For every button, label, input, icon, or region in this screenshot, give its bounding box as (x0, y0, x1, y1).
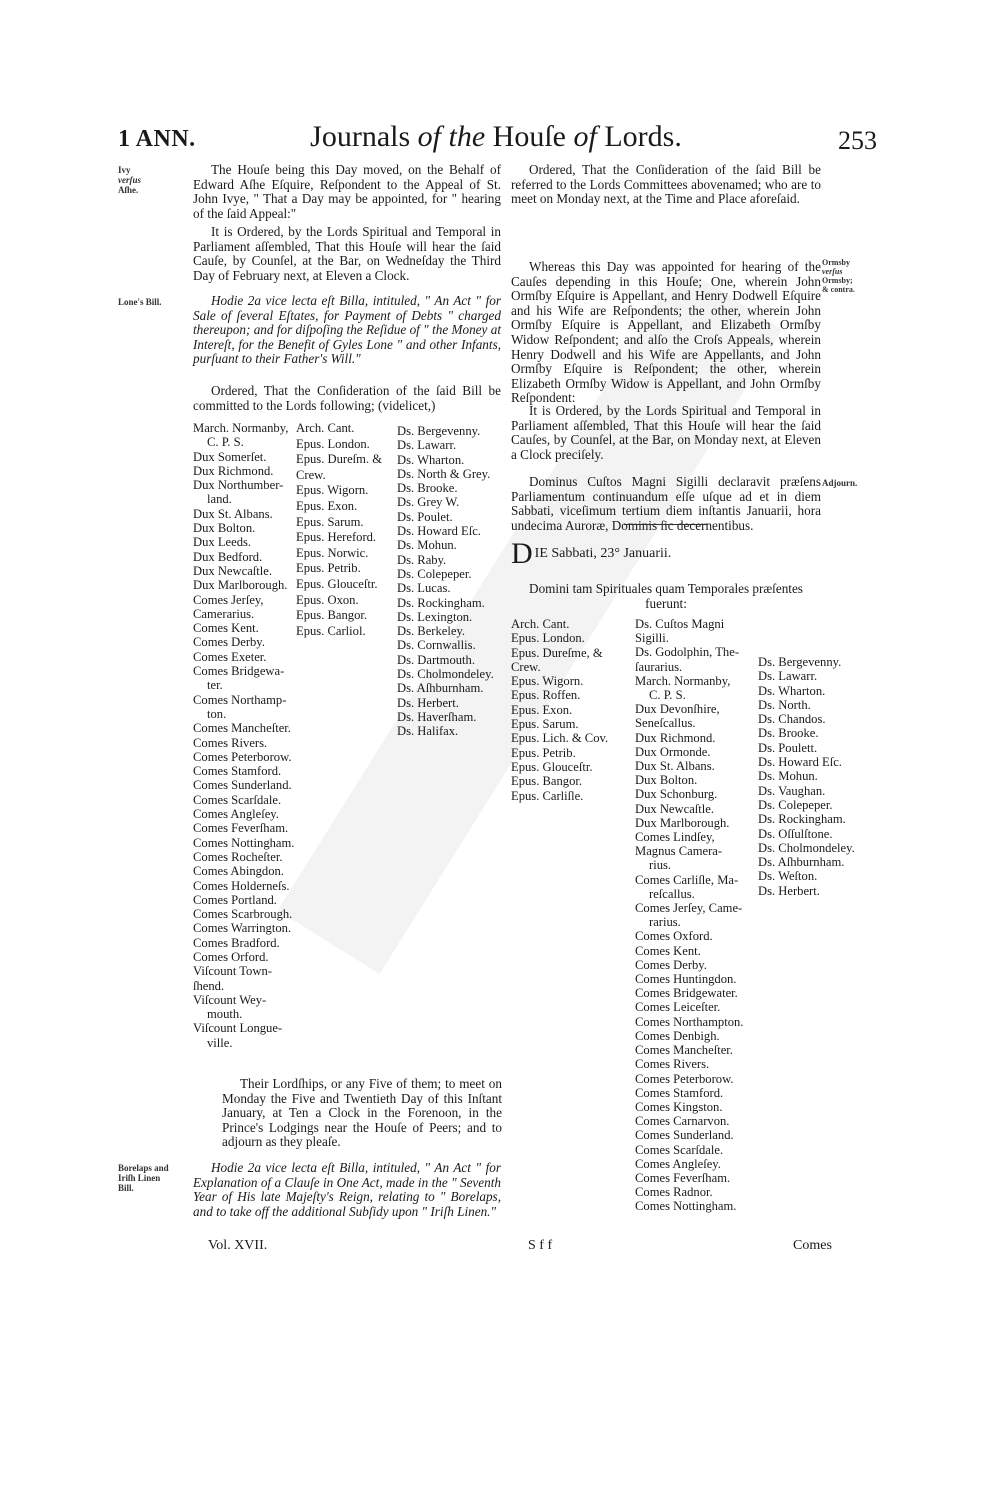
volume-label: Vol. XVII. (208, 1238, 268, 1253)
list-item: Epus. Glouceſtr. (511, 759, 593, 774)
list-item: reſcallus. (649, 886, 695, 901)
list-item: Ds. Raby. (397, 552, 447, 567)
list-item: Comes Warrington. (193, 921, 292, 936)
list-item: Dux Schonburg. (635, 787, 718, 802)
list-item: rius. (649, 858, 672, 873)
list-item: Comes Holderneſs. (193, 878, 290, 893)
committee-list-bishops (296, 421, 382, 639)
list-item: Epus. Sarum. (296, 514, 364, 529)
list-item: Epus. Bangor. (511, 774, 583, 789)
list-item: Ds. Mohun. (758, 769, 818, 784)
list-item: Comes Bridgewater. (635, 986, 738, 1001)
list-item: C. P. S. (649, 688, 686, 703)
list-item: Epus. Wigorn. (296, 483, 369, 498)
list-item: Ds. Cholmondeley. (758, 840, 855, 855)
list-item: Ds. Brooke. (758, 726, 819, 741)
regnal-year: 1 ANN. (118, 126, 196, 152)
list-item: Comes Bradford. (193, 935, 280, 950)
title-part: of the (417, 120, 486, 153)
margin-note-ormsby: Ormsby verſus Ormsby; & contra. (822, 258, 855, 294)
list-item: Comes Mancheſter. (193, 721, 291, 736)
list-item: Ds. Brooke. (397, 481, 458, 496)
list-item: Ds. Bergevenny. (758, 655, 842, 669)
list-item: Epus. Dureſme, & (511, 645, 603, 660)
committee-list-temporal (193, 421, 294, 1050)
list-item: Comes Exeter. (193, 649, 267, 664)
list-item: Comes Denbigh. (635, 1028, 720, 1043)
list-item: Ds. North. (758, 697, 811, 712)
list-item: Ds. Aſhburnham. (758, 855, 845, 870)
list-item: Epus. Hereford. (296, 530, 377, 545)
paragraph-lone-bill: Hodie 2a vice lecta eſt Billa, intituled, " An Act " for Sale of ſeveral Eſtates, for Payment of Debts " charged thereupon; and for diſpoſing the Reſidue of " the Money at Intereſt, for the Benefit of Gyles Lone " and other Infants, purſuant to their Father's Will." (193, 293, 501, 367)
paragraph-ormsby-causes: Whereas this Day was appointed for hearing of the Cauſes depending in this Houſe; One, wherein John Ormſby Eſquire is Appellant, and Henry Dodwell Eſquire and his Wife are Reſpondents; the other, wherein John Ormſby Eſquire is Appellant, and Elizabeth Ormſby Widow Reſpondent; and alſo the Croſs Appeals, wherein Henry Dodwell and his Wife are Appellants, and John Ormſby Eſquire is Reſpondent; the other, wherein Elizabeth Ormſby Widow is Appellant, and John Ormſby Reſpondent: (511, 259, 821, 406)
list-item: Comes Nottingham. (635, 1199, 737, 1214)
margin-note-ivy: Ivy verſus Aſhe. (118, 165, 141, 195)
list-item: Magnus Camera- (635, 844, 723, 859)
list-item: Comes Northamp- (193, 692, 287, 707)
list-item: Dux Ormonde. (635, 744, 711, 759)
list-item: Dux Newcaſtle. (193, 563, 273, 578)
list-item: Dux Bolton. (635, 773, 698, 788)
list-item: Comes Angleſey. (635, 1156, 721, 1171)
list-item: Comes Angleſey. (193, 807, 279, 822)
list-item: Ds. Lucas. (397, 581, 451, 596)
list-item: Ds. Godolphin, The- (635, 645, 740, 660)
title-part: Houſe (492, 120, 566, 153)
paragraph-referred: Ordered, That the Conſideration of the ſaid Bill be referred to the Lords Committees abovenamed; who are to meet on Monday next, at the Time and Place aforeſaid. (511, 162, 821, 207)
list-item: Comes Carliſle, Ma- (635, 872, 739, 887)
list-item: Ds. Chandos. (758, 712, 826, 727)
list-item: land. (207, 492, 232, 507)
list-item: ſaurarius. (635, 659, 683, 674)
list-item: Seneſcallus. (635, 716, 696, 731)
list-item: Comes Stamford. (635, 1085, 724, 1100)
list-item: Comes Derby. (635, 957, 707, 972)
list-item: Comes Feverſham. (635, 1170, 731, 1185)
list-item: Comes Rivers. (193, 735, 268, 750)
list-item: Comes Rivers. (635, 1057, 710, 1072)
list-item: Comes Northampton. (635, 1014, 744, 1029)
list-item: Ds. Poulett. (758, 740, 818, 755)
present-list-temporal (635, 617, 743, 1214)
list-item: Epus. Lich. & Cov. (511, 731, 609, 746)
list-item: Epus. Wigorn. (511, 674, 584, 689)
list-item: Ds. Aſhburnham. (397, 681, 484, 696)
list-item: Ds. Haverſham. (397, 709, 477, 724)
list-item: Dux Devonſhire, (635, 702, 720, 717)
list-item: Ds. Vaughan. (758, 783, 826, 798)
paragraph-ormsby-order: It is Ordered, by the Lords Spiritual and Temporal in Parliament aſſembled, That this Houſe will hear the ſaid Cauſes, by Counſel, at the Bar, on Monday next, at Eleven a Clock preciſely. (511, 403, 821, 462)
paragraph-ivy-motion: The Houſe being this Day moved, on the Behalf of Edward Aſhe Eſquire, Reſpondent to the Appeal of St. John Ivye, " That a Day may be appointed, for " hearing of the ſaid Appeal:" (193, 162, 501, 221)
list-item: Ds. Oſſulſtone. (758, 826, 833, 841)
list-item: Comes Nottingham. (193, 835, 295, 850)
list-item: Comes Kent. (635, 943, 701, 958)
list-item: Comes Peterborow. (635, 1071, 734, 1086)
list-item: Comes Leiceſter. (635, 1000, 721, 1015)
list-item: Dux St. Albans. (193, 506, 273, 521)
margin-note-lone: Lone's Bill. (118, 297, 162, 307)
list-item: Camerarius. (193, 606, 255, 621)
list-item: Dux Marlborough. (635, 815, 730, 830)
margin-note-borelaps: Borelaps and Iriſh Linen Bill. (118, 1163, 169, 1193)
list-item: Comes Stamford. (193, 764, 282, 779)
list-item: Ds. Cholmondeley. (397, 667, 494, 682)
margin-note-adjourn: Adjourn. (822, 478, 858, 488)
list-item: Epus. Exon. (511, 702, 573, 717)
list-item: Comes Scarſdale. (635, 1142, 724, 1157)
list-item: mouth. (207, 1007, 243, 1022)
list-item: Dux Marlborough. (193, 578, 288, 593)
list-item: Comes Sunderland. (635, 1128, 734, 1143)
paragraph-meeting: Their Lordſhips, or any Five of them; to meet on Monday the Five and Twentieth Day of this Inſtant January, at Ten a Clock in the Forenoon, in the Prince's Lodgings near the Houſe of Peers; and to adjourn as they pleaſe. (222, 1076, 502, 1150)
list-item: Ds. Colepeper. (397, 566, 472, 581)
list-item: Comes Rocheſter. (193, 849, 283, 864)
list-item: Comes Sunderland. (193, 778, 292, 793)
list-item: Dux Leeds. (193, 535, 252, 550)
list-item: Comes Kingston. (635, 1099, 723, 1114)
list-item: Comes Jerſey, Came- (635, 901, 743, 916)
list-item: Comes Bridgewa- (193, 664, 285, 679)
list-item: Ds. Bergevenny. (397, 424, 481, 438)
list-item: Comes Orford. (193, 949, 269, 964)
list-item: Comes Jerſey, (193, 592, 264, 607)
list-item: Comes Peterborow. (193, 749, 292, 764)
list-item: rarius. (649, 915, 681, 930)
list-item: Epus. Exon. (296, 498, 358, 513)
list-item: Ds. Lawarr. (758, 669, 818, 684)
list-item: Ds. Wharton. (758, 683, 826, 698)
present-list-bishops (511, 617, 608, 803)
list-item: Arch. Cant. (511, 617, 570, 631)
list-item: Ds. Colepeper. (758, 797, 833, 812)
list-item: Epus. Glouceſtr. (296, 576, 378, 591)
list-item: Dux Bedford. (193, 549, 263, 564)
catchword: Comes (793, 1238, 832, 1253)
list-item: Epus. Dureſm. & (296, 452, 383, 467)
list-item: Ds. Cornwallis. (397, 638, 476, 653)
list-item: Comes Carnarvon. (635, 1114, 730, 1129)
list-item: Arch. Cant. (296, 421, 355, 435)
section-divider (624, 524, 708, 525)
list-item: Ds. Herbert. (397, 695, 459, 710)
present-heading: Domini tam Spirituales quam Temporales præſentes fuerunt: (529, 581, 803, 611)
list-item: ſhend. (193, 978, 225, 993)
list-item: Ds. Weſton. (758, 869, 818, 884)
list-item: Comes Radnor. (635, 1185, 713, 1200)
title-part: Journals (310, 120, 411, 153)
list-item: Crew. (511, 659, 541, 674)
committee-list-barons (397, 424, 494, 739)
list-item: Dux Newcaſtle. (635, 801, 715, 816)
list-item: Epus. Sarum. (511, 717, 579, 732)
list-item: Epus. Petrib. (511, 745, 576, 760)
title-part: Lords. (604, 120, 682, 153)
list-item: Comes Mancheſter. (635, 1043, 733, 1058)
list-item: Epus. Bangor. (296, 608, 368, 623)
present-list-barons (758, 655, 855, 898)
list-item: Ds. Lexington. (397, 609, 473, 624)
list-item: Dux St. Albans. (635, 759, 715, 774)
paragraph-ivy-order: It is Ordered, by the Lords Spiritual and Temporal in Parliament aſſembled, That this Houſe will hear the ſaid Cauſe, by Counſel, at the Bar, on Wedneſday the Third Day of February next, at Eleven a Clock. (193, 224, 501, 283)
list-item: Ds. Dartmouth. (397, 652, 476, 667)
list-item: Ds. Herbert. (758, 883, 820, 898)
list-item: Epus. London. (296, 436, 370, 451)
list-item: Ds. Lawarr. (397, 438, 457, 453)
paragraph-committee-order: Ordered, That the Conſideration of the ſaid Bill be committed to the Lords following; (videlicet,) (193, 383, 501, 413)
list-item: Dux Richmond. (635, 730, 716, 745)
list-item: Epus. Oxon. (296, 592, 359, 607)
list-item: Viſcount Longue- (193, 1021, 283, 1036)
list-item: Epus. Carliſle. (511, 788, 584, 803)
list-item: Dux Somerſet. (193, 449, 267, 464)
page-number: 253 (838, 126, 877, 155)
signature-mark: S f f (528, 1238, 553, 1253)
list-item: March. Normanby, (193, 421, 289, 435)
list-item: Dux Richmond. (193, 463, 274, 478)
list-item: Crew. (296, 467, 326, 482)
list-item: Comes Abingdon. (193, 864, 284, 879)
list-item: Comes Portland. (193, 892, 277, 907)
list-item: Viſcount Town- (193, 964, 272, 979)
list-item: Ds. Poulet. (397, 509, 453, 524)
paragraph-adjournment: Dominus Cuſtos Magni Sigilli declaravit præſens Parliamentum continuandum eſſe uſque ad et in diem Sabbati, viceſimum tertium diem inſtantis Januarii, hora undecima Auroræ, Dominis ſic decernentibus. (511, 474, 821, 533)
list-item: Ds. Howard Eſc. (397, 524, 481, 539)
list-item: Ds. Halifax. (397, 724, 459, 739)
list-item: Ds. Rockingham. (397, 595, 485, 610)
list-item: Ds. Cuſtos Magni (635, 617, 725, 631)
list-item: Epus. Norwic. (296, 545, 369, 560)
list-item: Comes Kent. (193, 621, 259, 636)
list-item: Comes Scarbrough. (193, 907, 293, 922)
list-item: Dux Bolton. (193, 521, 256, 536)
list-item: Epus. Petrib. (296, 561, 361, 576)
list-item: ton. (207, 706, 227, 721)
list-item: Comes Oxford. (635, 929, 713, 944)
list-item: ter. (207, 678, 223, 693)
list-item: March. Normanby, (635, 673, 731, 688)
list-item: Ds. Rockingham. (758, 812, 846, 827)
list-item: Comes Huntingdon. (635, 972, 737, 987)
list-item: Viſcount Wey- (193, 992, 267, 1007)
list-item: Epus. Roffen. (511, 688, 581, 703)
list-item: Comes Lindſey, (635, 830, 715, 845)
paragraph-borelaps-bill: Hodie 2a vice lecta eſt Billa, intituled, " An Act " for Explanation of a Clauſe in One Act, made in the " Seventh Year of His late Majeſty's Reign, relating to " Borelaps, and to take off the additional Subſidy upon " Iriſh Linen." (193, 1160, 501, 1219)
list-item: Ds. North & Grey. (397, 466, 491, 481)
list-item: Epus. London. (511, 631, 585, 646)
list-item: Epus. Carliol. (296, 623, 366, 638)
list-item: Ds. Wharton. (397, 452, 465, 467)
list-item: Ds. Grey W. (397, 495, 460, 510)
day-heading: D IE Sabbati, 23° Januarii. (511, 537, 672, 570)
list-item: Dux Northumber- (193, 478, 284, 493)
list-item: Comes Scarſdale. (193, 792, 282, 807)
list-item: Comes Derby. (193, 635, 265, 650)
title-part: of (573, 120, 597, 153)
list-item: C. P. S. (207, 435, 244, 450)
list-item: Ds. Mohun. (397, 538, 457, 553)
list-item: Sigilli. (635, 631, 669, 646)
list-item: Comes Feverſham. (193, 821, 289, 836)
list-item: Ds. Howard Eſc. (758, 755, 842, 770)
list-item: ville. (207, 1035, 233, 1050)
list-item: Ds. Berkeley. (397, 624, 466, 639)
